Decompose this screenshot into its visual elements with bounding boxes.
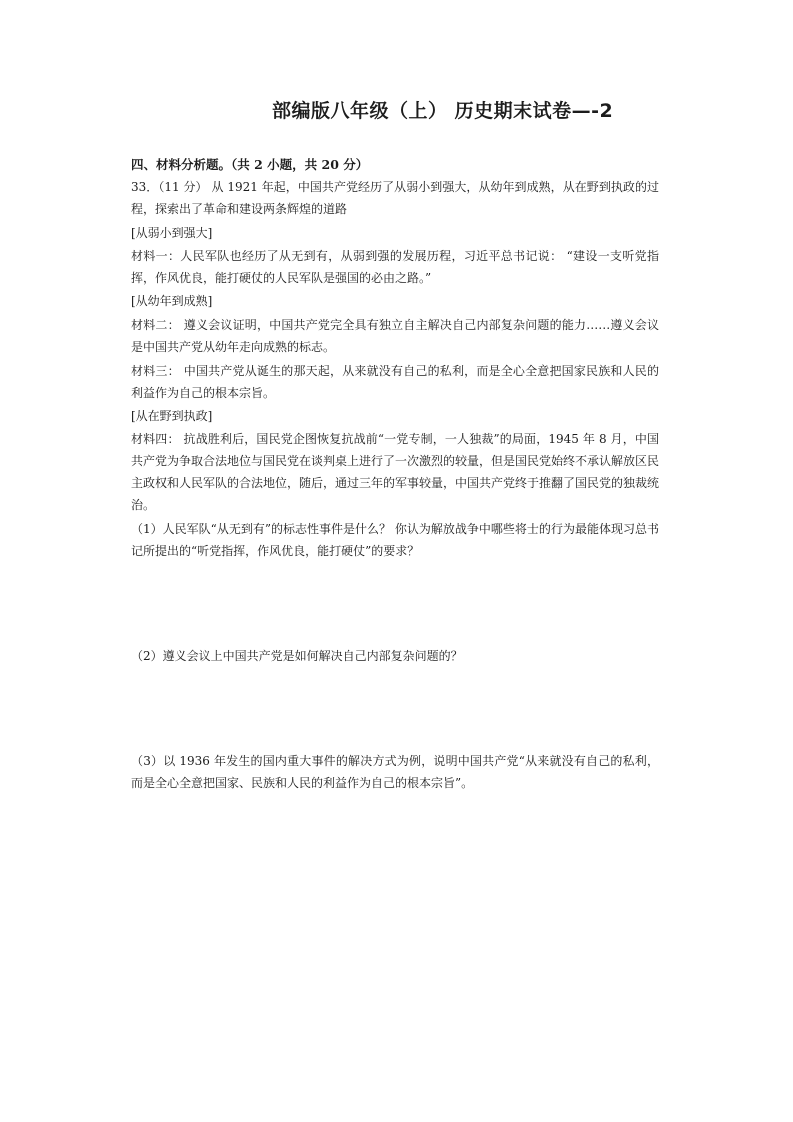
material-1: 材料一：人民军队也经历了从无到有，从弱到强的发展历程，习近平总书记说： “建设一支听党指挥，作风优良，能打硬仗的人民军队是强国的必由之路。” — [131, 249, 659, 285]
sub-question-1: （1）人民军队“从无到有”的标志性事件是什么？ 你认为解放战争中哪些将士的行为最能体现习总书记所提出的“听党指挥，作风优良，能打硬仗”的要求？ — [131, 522, 659, 558]
question-33-intro: 33．（11 分） 从 1921 年起，中国共产党经历了从弱小到强大，从幼年到成熟，从在野到执政的过程，探索出了革命和建设两条辉煌的道路 — [131, 180, 659, 216]
material-2: 材料二： 遵义会议证明，中国共产党完全具有独立自主解决自己内部复杂问题的能力……遵义会议是中国共产党从幼年走向成熟的标志。 — [131, 318, 659, 354]
heading-youth-to-maturity: [从幼年到成熟] — [131, 294, 213, 308]
heading-opposition-to-ruling: [从在野到执政] — [131, 409, 213, 423]
sub-question-3: （3）以 1936 年发生的国内重大事件的解决方式为例，说明中国共产党“从来就没有自己的私利，而是全心全意把国家、民族和人民的利益作为自己的根本宗旨”。 — [131, 754, 659, 790]
section-heading: 四、材料分析题。（共 2 小题，共 20 分） — [131, 157, 369, 172]
material-3: 材料三： 中国共产党从诞生的那天起，从来就没有自己的私利，而是全心全意把国家民族和人民的利益作为自己的根本宗旨。 — [131, 364, 659, 400]
heading-weak-to-strong: [从弱小到强大] — [131, 226, 213, 240]
material-4: 材料四： 抗战胜利后，国民党企图恢复抗战前“一党专制，一人独裁”的局面，1945 年 8 月，中国共产党为争取合法地位与国民党在谈判桌上进行了一次激烈的较量，但是国民党始终不承认解放区民主政权和人民军队的合法地位，随后，通过三年的军事较量，中国共产党终于推翻了国民党的独裁统治。 — [131, 432, 660, 512]
page-title: 部编版八年级（上） 历史期末试卷—-2 — [272, 100, 614, 122]
sub-question-2: （2）遵义会议上中国共产党是如何解决自己内部复杂问题的？ — [131, 649, 463, 663]
